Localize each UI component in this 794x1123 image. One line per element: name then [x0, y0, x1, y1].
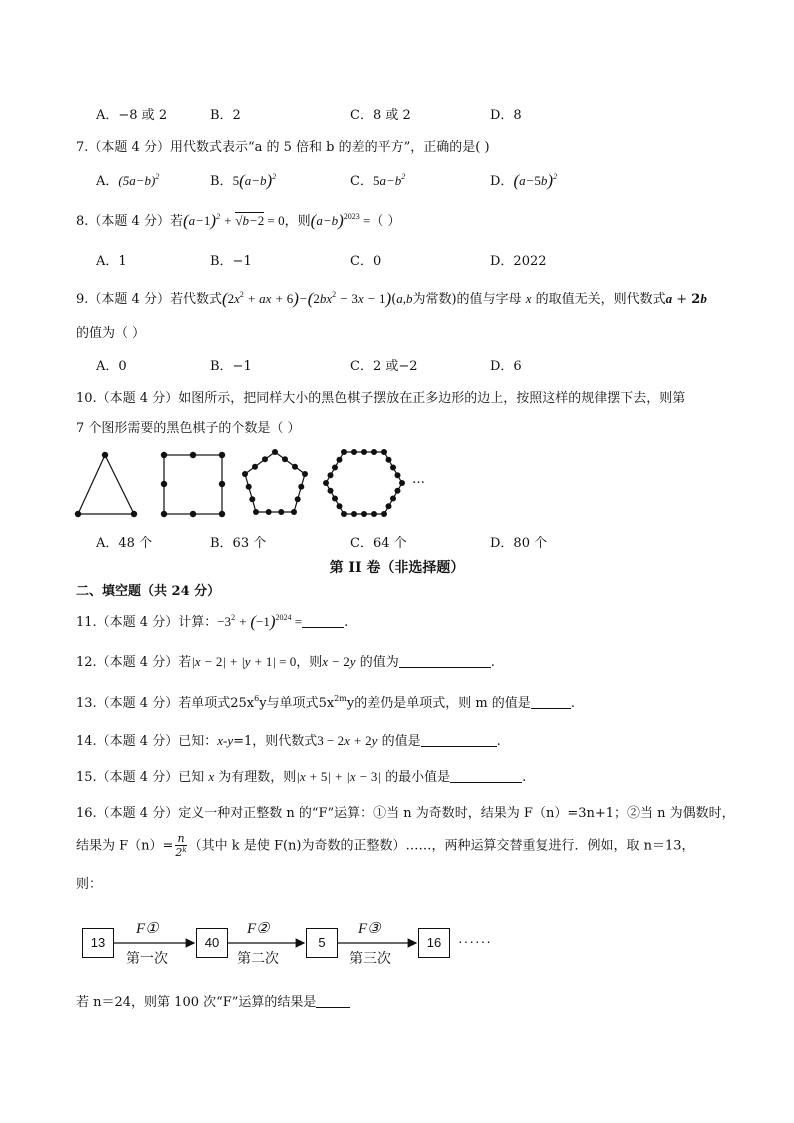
- flow-box-2: 40: [196, 928, 228, 958]
- q9-option-d: D．6: [490, 359, 522, 374]
- flow-op-1: F①: [136, 921, 159, 937]
- q10-option-c: C．64 个: [350, 536, 407, 551]
- section2-heading: 二、填空题（共 24 分）: [76, 584, 221, 599]
- q7-option-d: D．$(a-5b)^2$: [490, 171, 558, 190]
- flow-box-1: 13: [82, 928, 114, 958]
- q8-option-d: D．2022: [490, 254, 547, 269]
- q9-stem-line2: 的值为（ ）: [76, 326, 146, 341]
- q7-option-a: A．$(5a-b)^2$: [96, 172, 160, 189]
- q9-stem: 9.（本题 4 分）若代数式($2x^2$ + ax + $6)-(2bx^2 - 3x - 1)(a,b$为常数)的值与字母 x 的取值无关，则代数式a + 2b: [76, 289, 707, 308]
- q13: 13.（本题 4 分）若单项式$25x^6y$与单项式$5x^{2m}y$的差仍是单项式，则 m 的值是 .: [76, 694, 575, 711]
- q16-line1: 16.（本题 4 分）定义一种对正整数 n 的“F”运算：①当 n 为奇数时，结果为 F（n）=3n+1；②当 n 为偶数时，: [76, 806, 735, 821]
- q8-option-b: B．−1: [210, 254, 252, 269]
- q7-option-b: B．$5(a-b)^2$: [210, 171, 277, 190]
- flow-step-1: 第一次: [126, 950, 168, 966]
- q16-line2: 结果为 F（n）= $\frac{n}{2^k}$ （其中 k 是使 F(n)为奇数的正整数）……，两种运算交替重复进行．例如，取 n＝13，: [76, 832, 695, 859]
- flow-arrows: [0, 930, 794, 960]
- q10-polygon-figures: [0, 440, 794, 525]
- triangle-figure: [75, 452, 137, 517]
- q7-option-c: C．$5a-b^2$: [350, 172, 406, 189]
- q6-option-c: C．8 或 2: [350, 108, 411, 123]
- q16-last: 若 n＝24，则第 100 次“F”运算的结果是: [76, 991, 350, 1010]
- q10-option-a: A．48 个: [96, 536, 153, 551]
- flow-continuation-dots: ······: [458, 933, 492, 949]
- flow-box-4: 16: [418, 928, 450, 958]
- q12: 12.（本题 4 分）若|x − 2| + |y + 1| = 0，则x − 2y 的值为 .: [76, 654, 495, 670]
- part2-title: 第 II 卷（非选择题）: [329, 560, 465, 576]
- q15: 15.（本题 4 分）已知 x 为有理数，则|x + 5| + |x − 3| 的最小值是 .: [76, 769, 527, 785]
- q9-option-a: A．0: [96, 359, 127, 374]
- flow-op-2: F②: [247, 921, 270, 937]
- q10-option-b: B．63 个: [210, 536, 267, 551]
- flow-box-3: 5: [306, 928, 338, 958]
- q10-stem-line2: 7 个图形需要的黑色棋子的个数是（ ）: [76, 421, 301, 436]
- q8-stem: 8.（本题 4 分）若$(a-1)^2 + √b-2 = 0$，则$(a-b)^{2023}$ =（ ）: [76, 211, 401, 230]
- square-figure: [161, 452, 225, 517]
- flow-step-3: 第三次: [349, 950, 391, 966]
- q8-option-a: A．1: [96, 254, 127, 269]
- q16-line3: 则：: [76, 877, 103, 892]
- q14: 14.（本题 4 分）已知：x-y=1，则代数式3 − 2x + 2y 的值是 .: [76, 733, 501, 749]
- q9-option-c: C．2 或−2: [350, 359, 418, 374]
- q7-stem: 7.（本题 4 分）用代数式表示“a 的 5 倍和 b 的差的平方”，正确的是( ): [76, 140, 490, 155]
- q9-option-b: B．−1: [210, 359, 252, 374]
- flow-op-3: F③: [358, 921, 381, 937]
- q10-stem: 10.（本题 4 分）如图所示，把同样大小的黑色棋子摆放在正多边形的边上，按照这样的规律摆下去，则第: [76, 391, 686, 406]
- flow-step-2: 第二次: [237, 950, 279, 966]
- q6-option-b: B．2: [210, 108, 241, 123]
- q10-option-d: D．80 个: [490, 536, 548, 551]
- q10-ellipsis: …: [412, 472, 425, 487]
- hexagon-figure: [323, 449, 405, 517]
- pentagon-figure: [242, 449, 308, 515]
- q6-option-a: A．−8 或 2: [96, 108, 168, 123]
- q6-option-d: D．8: [490, 108, 522, 123]
- q8-option-c: C．0: [350, 254, 382, 269]
- q11: 11.（本题 4 分）计算：$-3^2 + (-1)^{2024}$ = .: [76, 612, 349, 631]
